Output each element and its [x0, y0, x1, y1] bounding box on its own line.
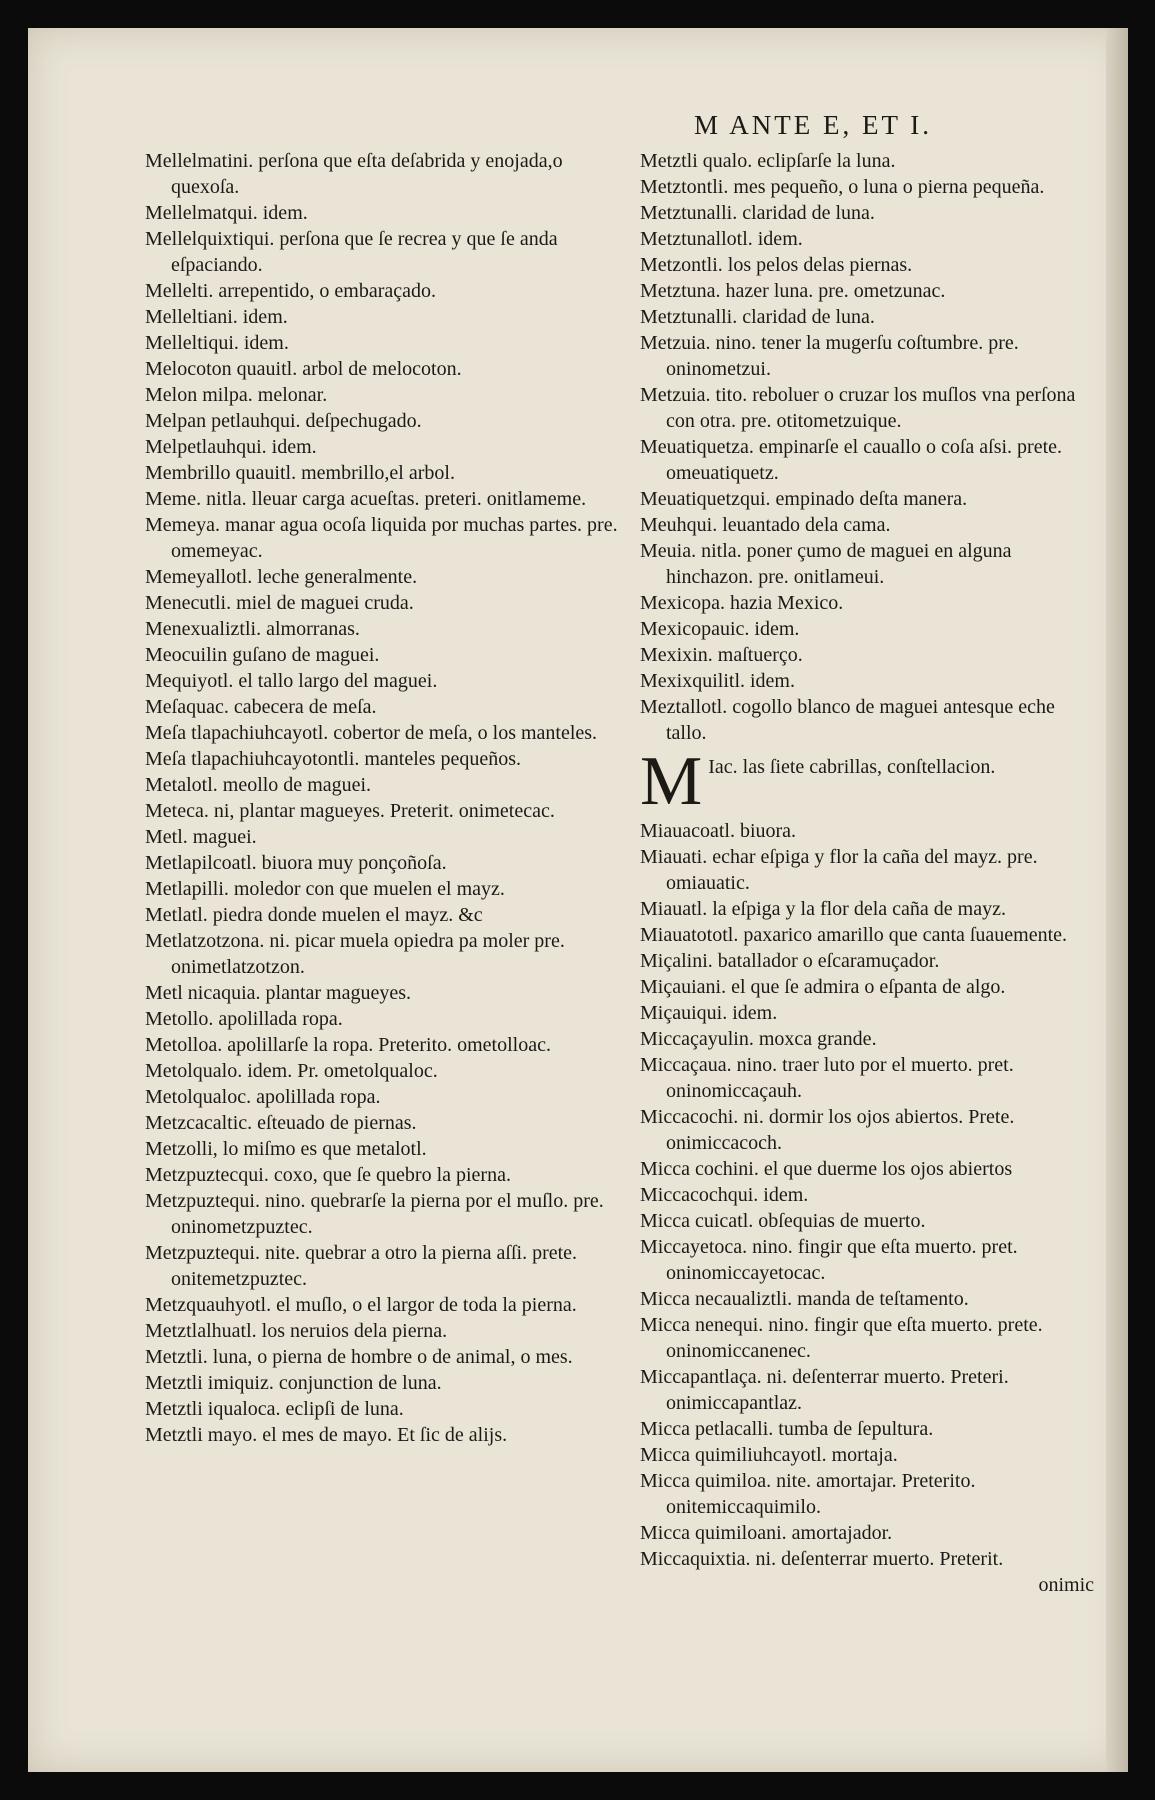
dictionary-entry: Miccacochqui. idem.	[640, 1184, 809, 1206]
dictionary-entry: Micca cochini. el que duerme los ojos abiertos	[640, 1158, 1013, 1180]
right-column-bottom	[640, 818, 1100, 1572]
page	[28, 28, 1128, 1772]
dictionary-entry: Mexicopauic. idem.	[640, 618, 800, 640]
dictionary-entry: Miauati. echar eſpiga y flor la caña del mayz. pre. omiauatic.	[640, 846, 1038, 894]
dictionary-entry: Metlatzotzona. ni. picar muela opiedra pa moler pre. onimetlatzotzon.	[145, 930, 565, 978]
dictionary-entry: Mequiyotl. el tallo largo del maguei.	[145, 670, 438, 692]
running-header: M ANTE E, ET I.	[694, 110, 932, 140]
dictionary-entry: Miauacoatl. biuora.	[640, 820, 797, 842]
dictionary-entry: Metlapilcoatl. biuora muy ponçoñoſa.	[145, 852, 447, 874]
dictionary-entry: Metlapilli. moledor con que muelen el mayz.	[145, 878, 505, 900]
dictionary-entry: Mellelmatqui. idem.	[145, 202, 308, 224]
dictionary-entry: Metztontli. mes pequeño, o luna o pierna pequeña.	[640, 176, 1045, 198]
dictionary-entry: Metztli iqualoca. eclipſi de luna.	[145, 1398, 404, 1420]
dictionary-entry: Metztli. luna, o pierna de hombre o de animal, o mes.	[145, 1346, 573, 1368]
dictionary-entry: Metzpuztequi. nino. quebrarſe la pierna por el muſlo. pre. oninometzpuztec.	[145, 1190, 604, 1238]
dictionary-entry: Miccaçayulin. moxca grande.	[640, 1028, 877, 1050]
dictionary-entry: Metl. maguei.	[145, 826, 257, 848]
dictionary-entry: Micca quimiliuhcayotl. mortaja.	[640, 1444, 898, 1466]
dictionary-entry: Membrillo quauitl. membrillo,el arbol.	[145, 462, 455, 484]
dictionary-entry: Metztunallotl. idem.	[640, 228, 803, 250]
dictionary-entry: Micca nenequi. nino. fingir que eſta muerto. prete. oninomiccanenec.	[640, 1314, 1043, 1362]
catchword: onimic	[1038, 1574, 1094, 1596]
dictionary-entry: Meuhqui. leuantado dela cama.	[640, 514, 891, 536]
dictionary-entry: Meteca. ni, plantar magueyes. Preterit. onimetecac.	[145, 800, 555, 822]
dictionary-entry: Menexualiztli. almorranas.	[145, 618, 360, 640]
dictionary-entry: Miçalini. batallador o eſcaramuçador.	[640, 950, 940, 972]
dictionary-entry: Metolloa. apolillarſe la ropa. Preterito. ometolloac.	[145, 1034, 551, 1056]
dictionary-entry: Metztli qualo. eclipſarſe la luna.	[640, 150, 896, 172]
dictionary-entry: Meſa tlapachiuhcayotontli. manteles pequeños.	[145, 748, 521, 770]
dictionary-entry: Mellelquixtiqui. perſona que ſe recrea y que ſe anda eſpaciando.	[145, 228, 558, 276]
dictionary-entry: Meuia. nitla. poner çumo de maguei en alguna hinchazon. pre. onitlameui.	[640, 540, 1012, 588]
section-heading-entry	[640, 748, 1100, 812]
dictionary-entry: Meſa tlapachiuhcayotl. cobertor de meſa, o los manteles.	[145, 722, 598, 744]
dictionary-entry: Metzpuztequi. nite. quebrar a otro la pierna aſſi. prete. onitemetzpuztec.	[145, 1242, 578, 1290]
dictionary-entry: Metalotl. meollo de maguei.	[145, 774, 372, 796]
dictionary-entry: Micca quimiloa. nite. amortajar. Preterito. onitemiccaquimilo.	[640, 1470, 976, 1518]
dictionary-entry: Melleltiani. idem.	[145, 306, 288, 328]
dictionary-entry: Miccapantlaça. ni. deſenterrar muerto. Preteri. onimiccapantlaz.	[640, 1366, 1009, 1414]
dictionary-entry: Miccaçaua. nino. traer luto por el muerto. pret. oninomiccaçauh.	[640, 1054, 1014, 1102]
dictionary-entry: Melleltiqui. idem.	[145, 332, 289, 354]
right-column-top	[640, 148, 1100, 746]
dictionary-entry: Metolqualo. idem. Pr. ometolqualoc.	[145, 1060, 438, 1082]
dictionary-entry: Metztuna. hazer luna. pre. ometzunac.	[640, 280, 946, 302]
dictionary-entry: Metztunalli. claridad de luna.	[640, 306, 875, 328]
dictionary-entry: Metzpuztecqui. coxo, que ſe quebro la pierna.	[145, 1164, 511, 1186]
dictionary-entry: Memeya. manar agua ocoſa liquida por muchas partes. pre. omemeyac.	[145, 514, 618, 562]
dictionary-entry: Miccayetoca. nino. fingir que eſta muerto. pret. oninomiccayetocac.	[640, 1236, 1018, 1284]
dictionary-entry: Metolqualoc. apolillada ropa.	[145, 1086, 381, 1108]
dictionary-entry: Metztlalhuatl. los neruios dela pierna.	[145, 1320, 448, 1342]
dictionary-entry: Mellelti. arrepentido, o embaraçado.	[145, 280, 436, 302]
dictionary-entry: Metzuia. nino. tener la mugerſu coſtumbre. pre. oninometzui.	[640, 332, 1019, 380]
drop-cap-initial: M	[640, 748, 703, 812]
dictionary-entry: Miauatl. la eſpiga y la flor dela caña de mayz.	[640, 898, 1006, 920]
dictionary-entry: Miccaquixtia. ni. deſenterrar muerto. Preterit.	[640, 1548, 1004, 1570]
dictionary-entry: Mexicopa. hazia Mexico.	[640, 592, 844, 614]
dictionary-entry: Micca cuicatl. obſequias de muerto.	[640, 1210, 926, 1232]
dictionary-entry: Metzuia. tito. reboluer o cruzar los muſlos vna perſona con otra. pre. otitometzuique.	[640, 384, 1076, 432]
dictionary-entry: Mexixquilitl. idem.	[640, 670, 795, 692]
dictionary-entry: Mellelmatini. perſona que eſta deſabrida y enojada,o quexoſa.	[145, 150, 563, 198]
dictionary-entry: Menecutli. miel de maguei cruda.	[145, 592, 414, 614]
dictionary-entry: Mexixin. maſtuerço.	[640, 644, 803, 666]
dictionary-entry: Micca necaualiztli. manda de teſtamento.	[640, 1288, 969, 1310]
dictionary-entry: Meuatiquetza. empinarſe el cauallo o coſa aſsi. prete. omeuatiquetz.	[640, 436, 1063, 484]
dictionary-entry: Metl nicaquia. plantar magueyes.	[145, 982, 412, 1004]
dictionary-entry: Meuatiquetzqui. empinado deſta manera.	[640, 488, 968, 510]
dictionary-entry: Melpan petlauhqui. deſpechugado.	[145, 410, 422, 432]
dictionary-entry: Miccacochi. ni. dormir los ojos abiertos. Prete. onimiccacoch.	[640, 1106, 1015, 1154]
dictionary-entry: Metztli imiquiz. conjunction de luna.	[145, 1372, 442, 1394]
dictionary-entry: Micca quimiloani. amortajador.	[640, 1522, 893, 1544]
dictionary-entry: Metzolli, lo miſmo es que metalotl.	[145, 1138, 427, 1160]
dictionary-entry: Metzquauhyotl. el muſlo, o el largor de toda la pierna.	[145, 1294, 577, 1316]
dictionary-entry: Metollo. apolillada ropa.	[145, 1008, 343, 1030]
dictionary-entry: Miçauiani. el que ſe admira o eſpanta de algo.	[640, 976, 1006, 998]
dictionary-entry: Meme. nitla. lleuar carga acueſtas. preteri. onitlameme.	[145, 488, 587, 510]
dictionary-entry: Metztunalli. claridad de luna.	[640, 202, 875, 224]
dictionary-entry: Meocuilin guſano de maguei.	[145, 644, 380, 666]
section-entry-text: Iac. las ſiete cabrillas, conſtellacion.	[708, 756, 996, 778]
right-column	[640, 148, 1100, 1598]
dictionary-entry: Micca petlacalli. tumba de ſepultura.	[640, 1418, 934, 1440]
dictionary-entry: Metlatl. piedra donde muelen el mayz. &c	[145, 904, 483, 926]
dictionary-entry: Melocoton quauitl. arbol de melocoton.	[145, 358, 462, 380]
dictionary-entry: Miçauiqui. idem.	[640, 1002, 778, 1024]
dictionary-entry: Metzontli. los pelos delas piernas.	[640, 254, 913, 276]
dictionary-entry: Memeyallotl. leche generalmente.	[145, 566, 418, 588]
dictionary-entry: Melon milpa. melonar.	[145, 384, 328, 406]
dictionary-entry: Meztallotl. cogollo blanco de maguei antesque eche tallo.	[640, 696, 1055, 744]
dictionary-entry: Melpetlauhqui. idem.	[145, 436, 317, 458]
page-edge	[1106, 28, 1128, 1772]
dictionary-entry: Meſaquac. cabecera de meſa.	[145, 696, 377, 718]
left-column	[145, 148, 633, 1448]
dictionary-entry: Miauatototl. paxarico amarillo que canta ſuauemente.	[640, 924, 1068, 946]
dictionary-entry: Metztli mayo. el mes de mayo. Et ſic de alijs.	[145, 1424, 508, 1446]
dictionary-entry: Metzcacaltic. eſteuado de piernas.	[145, 1112, 417, 1134]
